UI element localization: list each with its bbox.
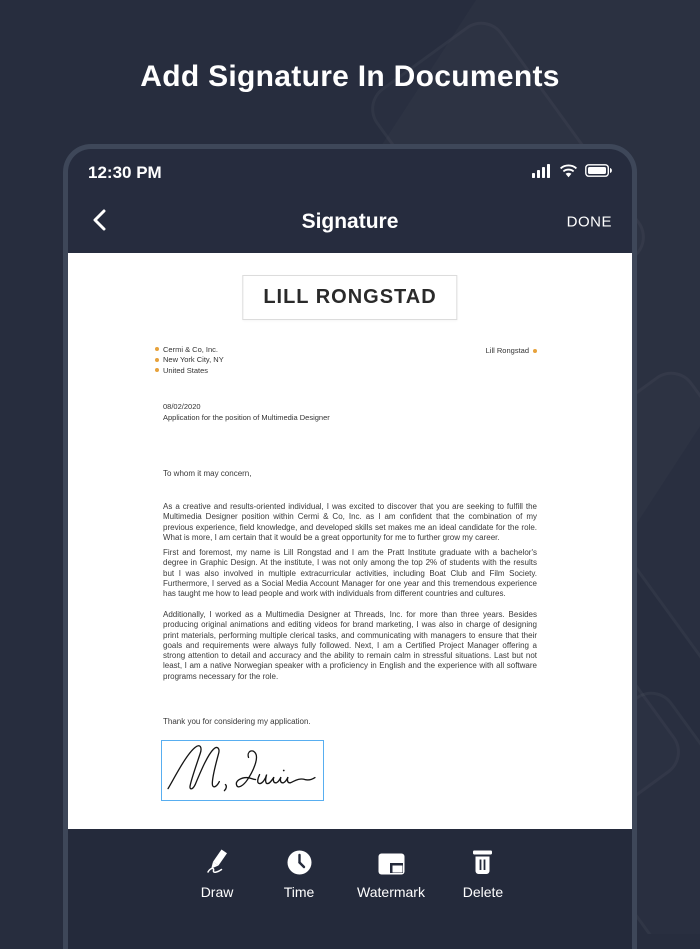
bullet-dot-icon [533, 349, 537, 353]
phone-frame [63, 144, 637, 949]
bottom-toolbar [68, 829, 632, 949]
screen-title: Signature [301, 210, 399, 233]
contact-item [155, 365, 224, 376]
letter-date: 08/02/2020 [163, 402, 201, 411]
sender-name: Lill Rongstad [485, 346, 529, 355]
contact-text: New York City, NY [163, 355, 224, 365]
battery-icon [585, 164, 612, 182]
bullet-dot-icon [155, 368, 159, 372]
clock-icon [287, 848, 312, 875]
watermark-icon [378, 848, 405, 875]
document-name-header [242, 275, 457, 320]
sender-name-row [486, 346, 537, 355]
marker-icon [204, 848, 230, 875]
letter-subject: Application for the position of Multimedia Designer [163, 412, 330, 422]
letter-paragraph: As a creative and results-oriented individual, I was excited to discover that you are seeking to fulfill the Multimedia Designer position within Cermi & Co, Inc. as I am confident that the combination of my previous experience, field knowledge, and developed skills set makes me an ideal candidate for the role. What is more, I am certain that it would be a great opportunity for me to further grow my career. [163, 502, 537, 542]
status-icons [532, 164, 612, 183]
nav-bar [68, 191, 632, 253]
signature-box[interactable] [161, 740, 324, 801]
contact-item [155, 355, 224, 366]
toolbar-label: Watermark [357, 884, 425, 900]
contact-text: United States [163, 365, 209, 375]
page-title: Add Signature In Documents [140, 60, 560, 93]
chevron-left-icon [93, 209, 106, 236]
signal-icon [532, 164, 552, 183]
back-button[interactable] [84, 207, 114, 237]
done-button[interactable]: DONE [566, 213, 612, 231]
letter-paragraph: First and foremost, my name is Lill Rongstad and I am the Pratt Institute graduate with a bachelor's degree in Graphic Design. At the institute, I was not only among the top 2% of students with the results but I was also involved in multiple extracurricular activities, including Boat Club and Film Society. Furthermore, I served as a Social Media Account Manager for one year and this tremendous experience has taught me how to lead people and work with individuals from different countries and cultures. [163, 548, 537, 599]
toolbar-label: Draw [200, 884, 234, 900]
date-subject-block [163, 402, 330, 423]
trash-icon [471, 848, 494, 875]
wifi-icon [559, 164, 578, 183]
name-header-text: LILL RONGSTAD [263, 286, 437, 308]
toolbar-label: Time [283, 884, 315, 900]
status-time: 12:30 PM [88, 163, 162, 182]
bullet-dot-icon [155, 347, 159, 351]
document-page [68, 253, 632, 829]
status-bar [68, 149, 632, 191]
letter-closing: Thank you for considering my application. [163, 717, 311, 726]
contact-text: Cermi & Co, Inc. [163, 344, 219, 354]
contact-block [155, 344, 224, 376]
letter-paragraph: Additionally, I worked as a Multimedia Designer at Threads, Inc. for more than three years. Besides producing original animations and editing videos for brand marketing, I was also in charge of designing print materials, performing multiple clerical tasks, and communicating with managers to ensure that their goals and requirements were always fully followed. Next, I am a Certified Project Manager offering a strong attention to detail and accuracy and the ability to remain calm in stressful situations. Last but not least, I am a native Norwegian speaker with a proficiency in English and the experience with all software programs necessary for the role. [163, 610, 537, 681]
toolbar-label: Delete [462, 884, 504, 900]
contact-item [155, 344, 224, 355]
letter-salutation: To whom it may concern, [163, 469, 252, 478]
bullet-dot-icon [155, 358, 159, 362]
signature-drawing [162, 741, 323, 800]
